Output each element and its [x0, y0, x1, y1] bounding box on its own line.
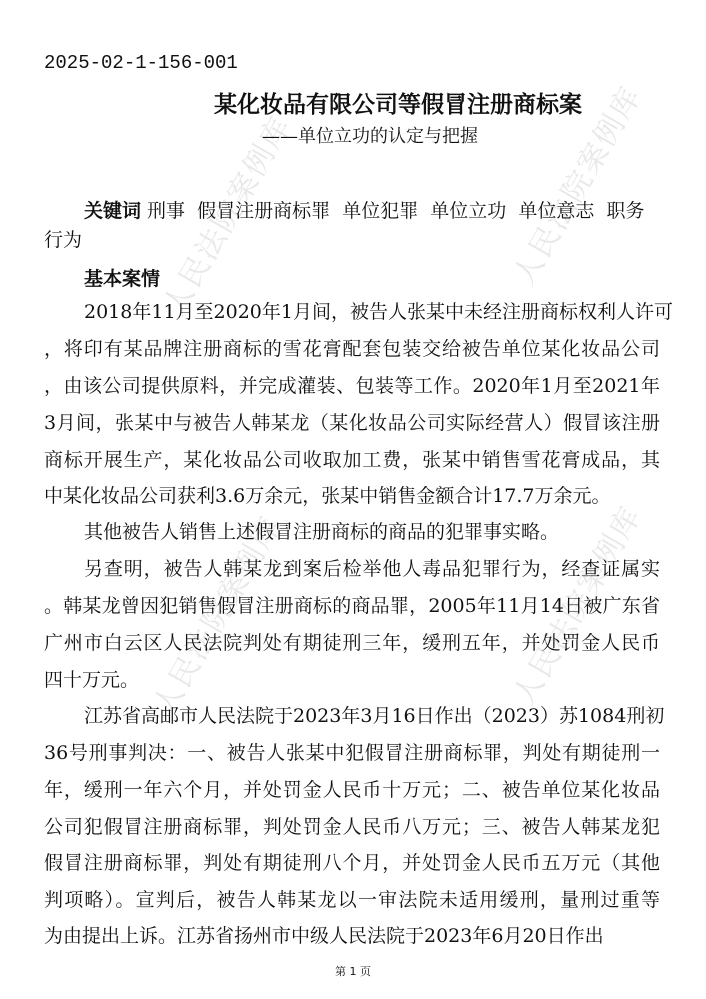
- document-subtitle: ——单位立功的认定与把握: [262, 126, 478, 147]
- paragraph-line: 2018年11月至2020年1月间，被告人张某中未经注册商标权利人许可: [84, 301, 673, 323]
- watermark: 人民法院案例库: [156, 110, 300, 322]
- paragraph-line: 判项略）。宣判后，被告人韩某龙以一审法院未适用缓刑，量刑过重等: [44, 889, 660, 911]
- keywords-line-2: 行为: [44, 229, 83, 251]
- paragraph-line: 3月间，张某中与被告人韩某龙（某化妆品公司实际经营人）假冒该注册: [44, 412, 660, 434]
- paragraph-line: 年，缓刑一年六个月，并处罚金人民币十万元；二、被告单位某化妆品: [44, 779, 660, 801]
- paragraph-line: ，由该公司提供原料，并完成灌装、包装等工作。2020年1月至2021年: [44, 375, 660, 397]
- paragraph-line: 为由提出上诉。江苏省扬州市中级人民法院于2023年6月20日作出: [44, 925, 604, 947]
- paragraph-line: 假冒注册商标罪，判处有期徒刑八个月，并处罚金人民币五万元（其他: [44, 852, 660, 874]
- watermark: 人民法院案例库: [146, 510, 290, 722]
- document-title: 某化妆品有限公司等假冒注册商标案: [214, 92, 582, 118]
- page-number: 第 1 页: [335, 965, 371, 978]
- paragraph-line: 其他被告人销售上述假冒注册商标的商品的犯罪事实略。: [84, 521, 560, 543]
- keywords-line: [84, 199, 660, 223]
- paragraph-line: 公司犯假冒注册商标罪，判处罚金人民币八万元；三、被告人韩某龙犯: [44, 816, 660, 838]
- paragraph-line: 广州市白云区人民法院判处有期徒刑三年，缓刑五年，并处罚金人民币: [44, 632, 660, 654]
- document-id: 2025-02-1-156-001: [44, 52, 238, 74]
- paragraph-line: 四十万元。: [44, 669, 140, 691]
- paragraph-line: 中某化妆品公司获利3.6万余元，张某中销售金额合计17.7万余元。: [44, 485, 611, 507]
- keywords-label: 关键词: [84, 200, 142, 222]
- watermark: 人民法院案例库: [506, 500, 650, 712]
- keywords-text: 刑事 假冒注册商标罪 单位犯罪 单位立功 单位意志 职务: [141, 200, 645, 222]
- section-heading: 基本案情: [84, 268, 161, 290]
- paragraph-line: 江苏省高邮市人民法院于2023年3月16日作出（2023）苏1084刑初: [84, 705, 665, 727]
- paragraph-line: 。韩某龙曾因犯销售假冒注册商标的商品罪，2005年11月14日被广东省: [44, 595, 660, 617]
- paragraph-line: 36号刑事判决：一、被告人张某中犯假冒注册商标罪，判处有期徒刑一: [44, 742, 660, 764]
- paragraph-line: 另查明，被告人韩某龙到案后检举他人毒品犯罪行为，经查证属实: [84, 558, 660, 580]
- paragraph-line: 商标开展生产，某化妆品公司收取加工费，张某中销售雪花膏成品，其: [44, 449, 660, 471]
- watermark: 人民法院案例库: [506, 80, 650, 292]
- paragraph-line: ，将印有某品牌注册商标的雪花膏配套包装交给被告单位某化妆品公司: [44, 338, 660, 360]
